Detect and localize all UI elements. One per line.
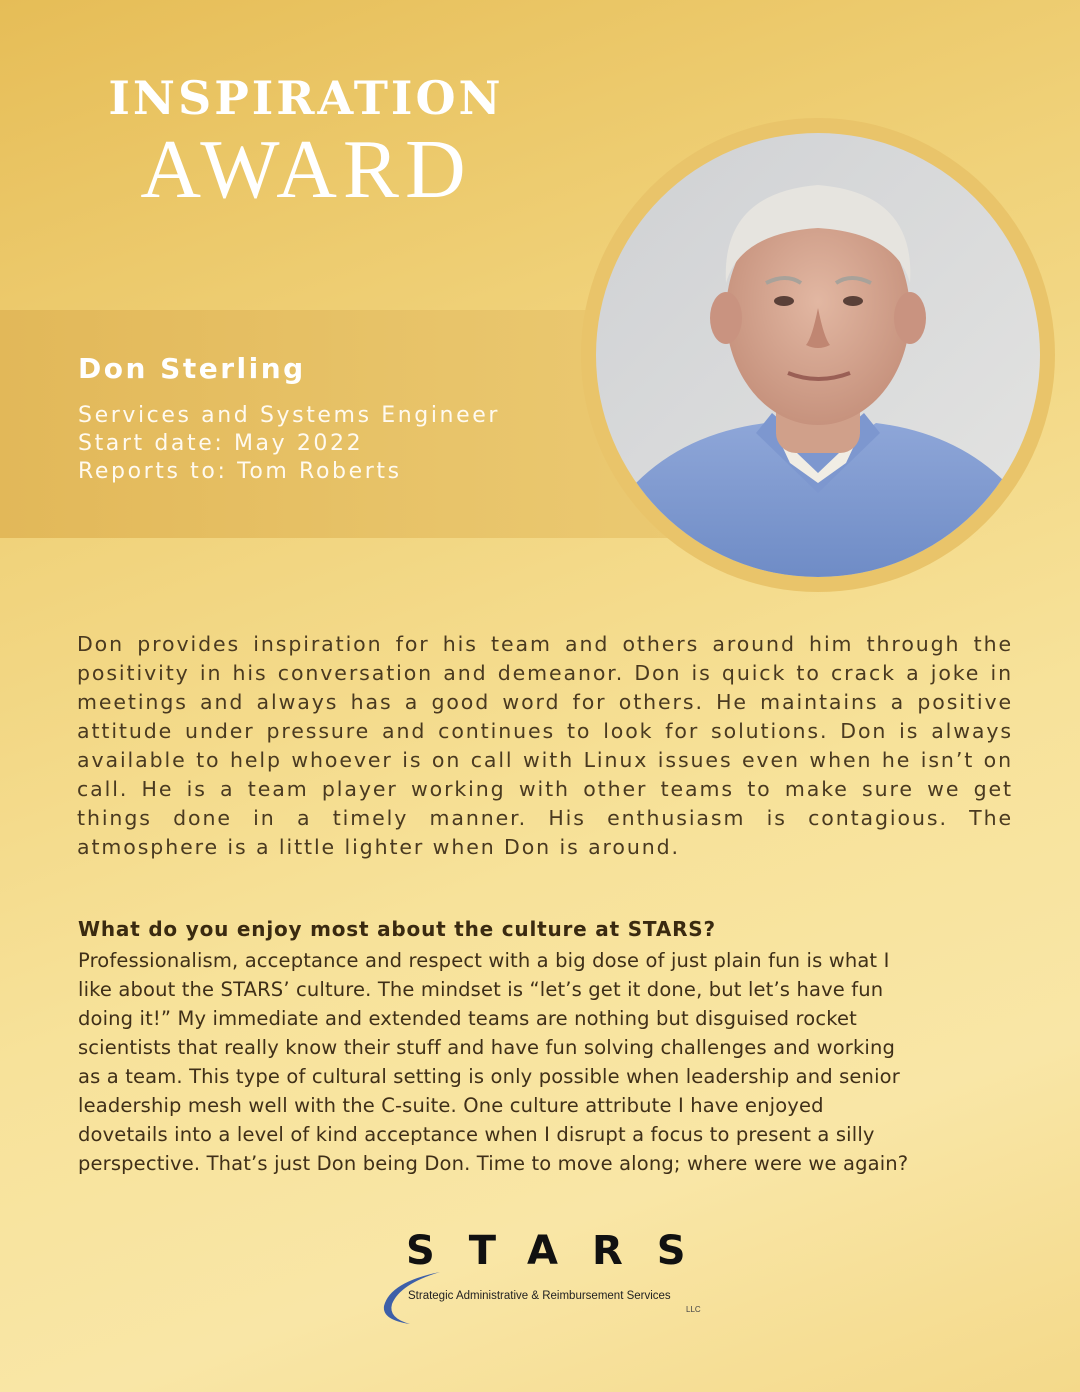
answer-line: Professionalism, acceptance and respect with a big dose of just plain fun is what I [78, 949, 890, 972]
answer-line: perspective. That’s just Don being Don. Time to move along; where were we again? [78, 1152, 909, 1175]
answer-line: doing it!” My immediate and extended teams are nothing but disguised rocket [78, 1007, 857, 1030]
logo-wordmark: STARS [406, 1228, 720, 1274]
award-title-top: INSPIRATION [108, 71, 504, 125]
awardee-photo-frame [581, 118, 1055, 592]
award-title [96, 70, 516, 216]
awardee-role: Services and Systems Engineer [78, 403, 501, 428]
awardee-start-date: Start date: May 2022 [78, 431, 364, 456]
award-title-bottom: AWARD [140, 123, 472, 216]
awardee-name: Don Sterling [78, 352, 306, 385]
answer-line: leadership mesh well with the C-suite. One culture attribute I have enjoyed [78, 1094, 824, 1117]
awardee-photo [596, 133, 1040, 577]
stars-logo [380, 1228, 720, 1328]
awardee-reports-to: Reports to: Tom Roberts [78, 459, 402, 484]
logo-tagline: Strategic Administrative & Reimbursement Services [408, 1290, 671, 1302]
answer-line: dovetails into a level of kind acceptance when I disrupt a focus to present a silly [78, 1123, 875, 1146]
logo-suffix: LLC [686, 1305, 701, 1314]
culture-question: What do you enjoy most about the culture at STARS? [78, 917, 716, 941]
answer-line: as a team. This type of cultural setting is only possible when leadership and senior [78, 1065, 900, 1088]
culture-answer [78, 946, 1013, 1178]
answer-line: like about the STARS’ culture. The mindset is “let’s get it done, but let’s have fun [78, 978, 884, 1001]
awardee-bio: Don provides inspiration for his team and others around him through the positivity in his conversation and demeanor. Don is quick to crack a joke in meetings and always has a good word for others. He maintains a positive attitude under pressure and continues to look for solutions. Don is always available to help whoever is on call with Linux issues even when he isn’t on call. He is a team player working with other teams to make sure we get things done in a timely manner. His enthusiasm is contagious. The atmosphere is a little lighter when Don is around. [77, 632, 1013, 859]
answer-line: scientists that really know their stuff and have fun solving challenges and working [78, 1036, 895, 1059]
